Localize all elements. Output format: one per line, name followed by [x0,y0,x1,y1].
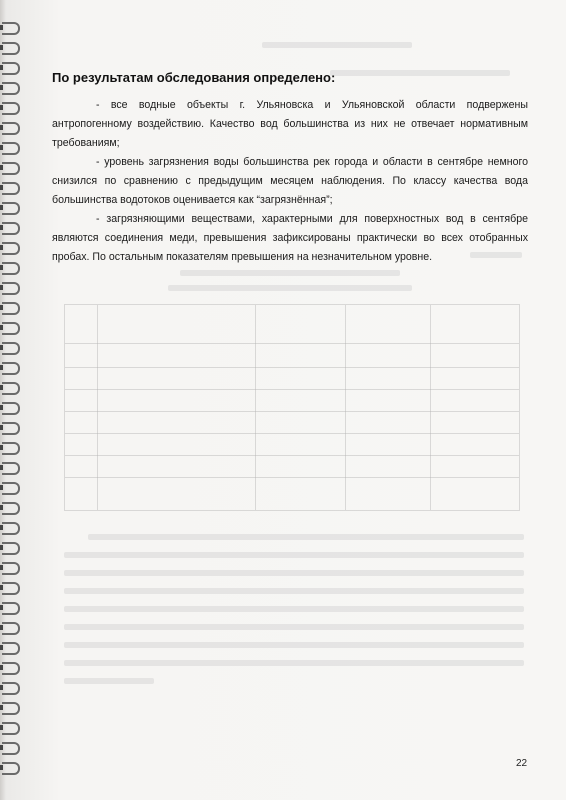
binding-ring [2,702,20,715]
binding-ring [2,582,20,595]
binding-ring [2,382,20,395]
binding-ring [2,662,20,675]
paragraph: - загрязняющими веществами, характерными для поверхностных вод в сентябре являются соединения меди, превышения зафиксированы практически во всех отобранных пробах. По остальным показателям превышения на незначительном уровне. [52,213,528,263]
binding-ring [2,242,20,255]
binding-ring [2,62,20,75]
binding-ring [2,542,20,555]
binding-ring [2,342,20,355]
binding-ring [2,622,20,635]
binding-ring [2,402,20,415]
binding-ring [2,682,20,695]
binding-ring [2,162,20,175]
section-heading: По результатам обследования определено: [52,70,336,85]
spiral-binding [0,0,22,800]
body-text [52,96,528,267]
paragraph: - все водные объекты г. Ульяновска и Ульяновской области подвержены антропогенному воздействию. Качество вод большинства из них не отвечает нормативным требованиям; [52,99,528,149]
binding-ring [2,742,20,755]
binding-ring [2,322,20,335]
binding-ring [2,122,20,135]
binding-ring [2,182,20,195]
binding-ring [2,442,20,455]
binding-ring [2,202,20,215]
paragraph: - уровень загрязнения воды большинства рек города и области в сентябре немного снизился по сравнению с предыдущим месяцем наблюдения. По классу качества вода большинства водотоков оценивается как “загрязнённая”; [52,156,528,206]
bleed-through-table [64,304,520,511]
binding-ring [2,502,20,515]
binding-ring [2,642,20,655]
binding-ring [2,522,20,535]
binding-ring [2,302,20,315]
binding-ring [2,482,20,495]
binding-ring [2,222,20,235]
binding-ring [2,762,20,775]
binding-ring [2,22,20,35]
binding-ring [2,42,20,55]
binding-ring [2,722,20,735]
binding-ring [2,422,20,435]
binding-ring [2,102,20,115]
binding-ring [2,82,20,95]
page-number: 22 [516,758,528,769]
binding-ring [2,142,20,155]
binding-ring [2,562,20,575]
binding-ring [2,262,20,275]
binding-ring [2,602,20,615]
binding-ring [2,362,20,375]
binding-ring [2,462,20,475]
binding-ring [2,282,20,295]
